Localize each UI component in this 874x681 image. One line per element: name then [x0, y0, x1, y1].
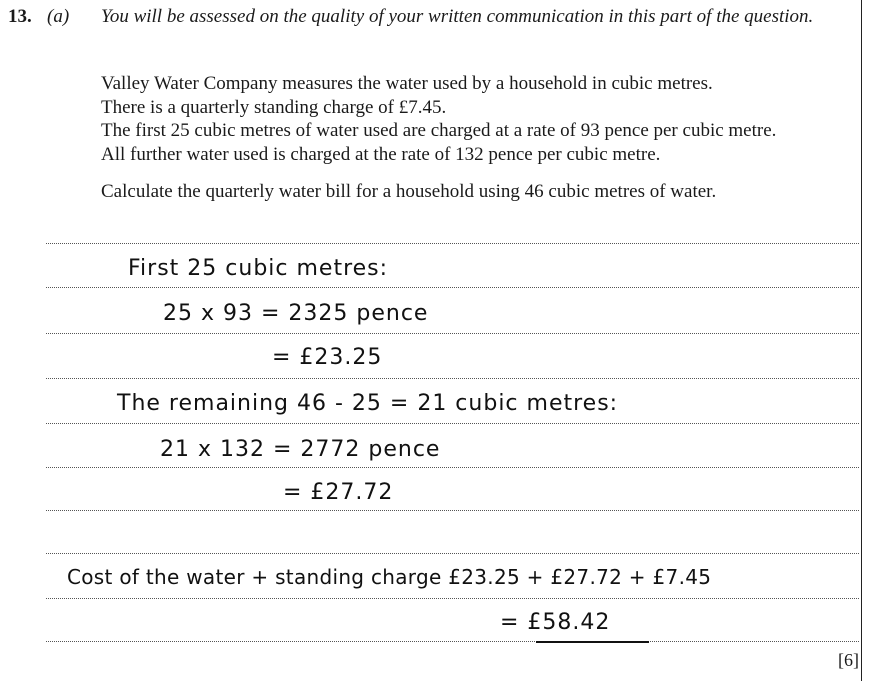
- body-line-2: There is a quarterly standing charge of £7.45.: [101, 96, 447, 118]
- question-task: Calculate the quarterly water bill for a household using 46 cubic metres of water.: [101, 181, 717, 202]
- question-body: [101, 72, 861, 166]
- answer-line: [46, 510, 859, 511]
- question-part: (a): [47, 6, 70, 27]
- handwritten-line-7: Cost of the water + standing charge £23.25 + £27.72 + £7.45: [67, 565, 712, 589]
- answer-line: [46, 333, 859, 334]
- answer-line: [46, 598, 859, 599]
- question-number: 13.: [8, 6, 32, 27]
- handwritten-final-answer: = £58.42: [500, 610, 611, 635]
- answer-line: [46, 287, 859, 288]
- body-line-4: All further water used is charged at the rate of 132 pence per cubic metre.: [101, 143, 661, 165]
- body-line-3: The first 25 cubic metres of water used are charged at a rate of 93 pence per cubic metre.: [101, 120, 777, 141]
- answer-line: [46, 423, 859, 424]
- handwritten-line-4: The remaining 46 - 25 = 21 cubic metres:: [117, 391, 619, 416]
- answer-line: [46, 553, 859, 554]
- handwritten-line-6: = £27.72: [283, 480, 394, 505]
- answer-line: [46, 378, 859, 379]
- body-line-1: Valley Water Company measures the water used by a household in cubic metres.: [101, 73, 713, 94]
- answer-line: [46, 243, 859, 244]
- handwritten-line-3: = £23.25: [272, 345, 383, 370]
- handwritten-line-1: First 25 cubic metres:: [128, 256, 389, 281]
- answer-line: [46, 467, 859, 468]
- answer-line: [46, 641, 859, 642]
- final-answer-underline: [536, 641, 649, 643]
- handwritten-line-2: 25 x 93 = 2325 pence: [163, 301, 429, 326]
- marks-label: [6]: [838, 650, 859, 670]
- handwritten-line-5: 21 x 132 = 2772 pence: [160, 437, 441, 462]
- question-instruction: You will be assessed on the quality of your written communication in this part of the question.: [101, 6, 814, 27]
- page-right-border: [861, 0, 862, 681]
